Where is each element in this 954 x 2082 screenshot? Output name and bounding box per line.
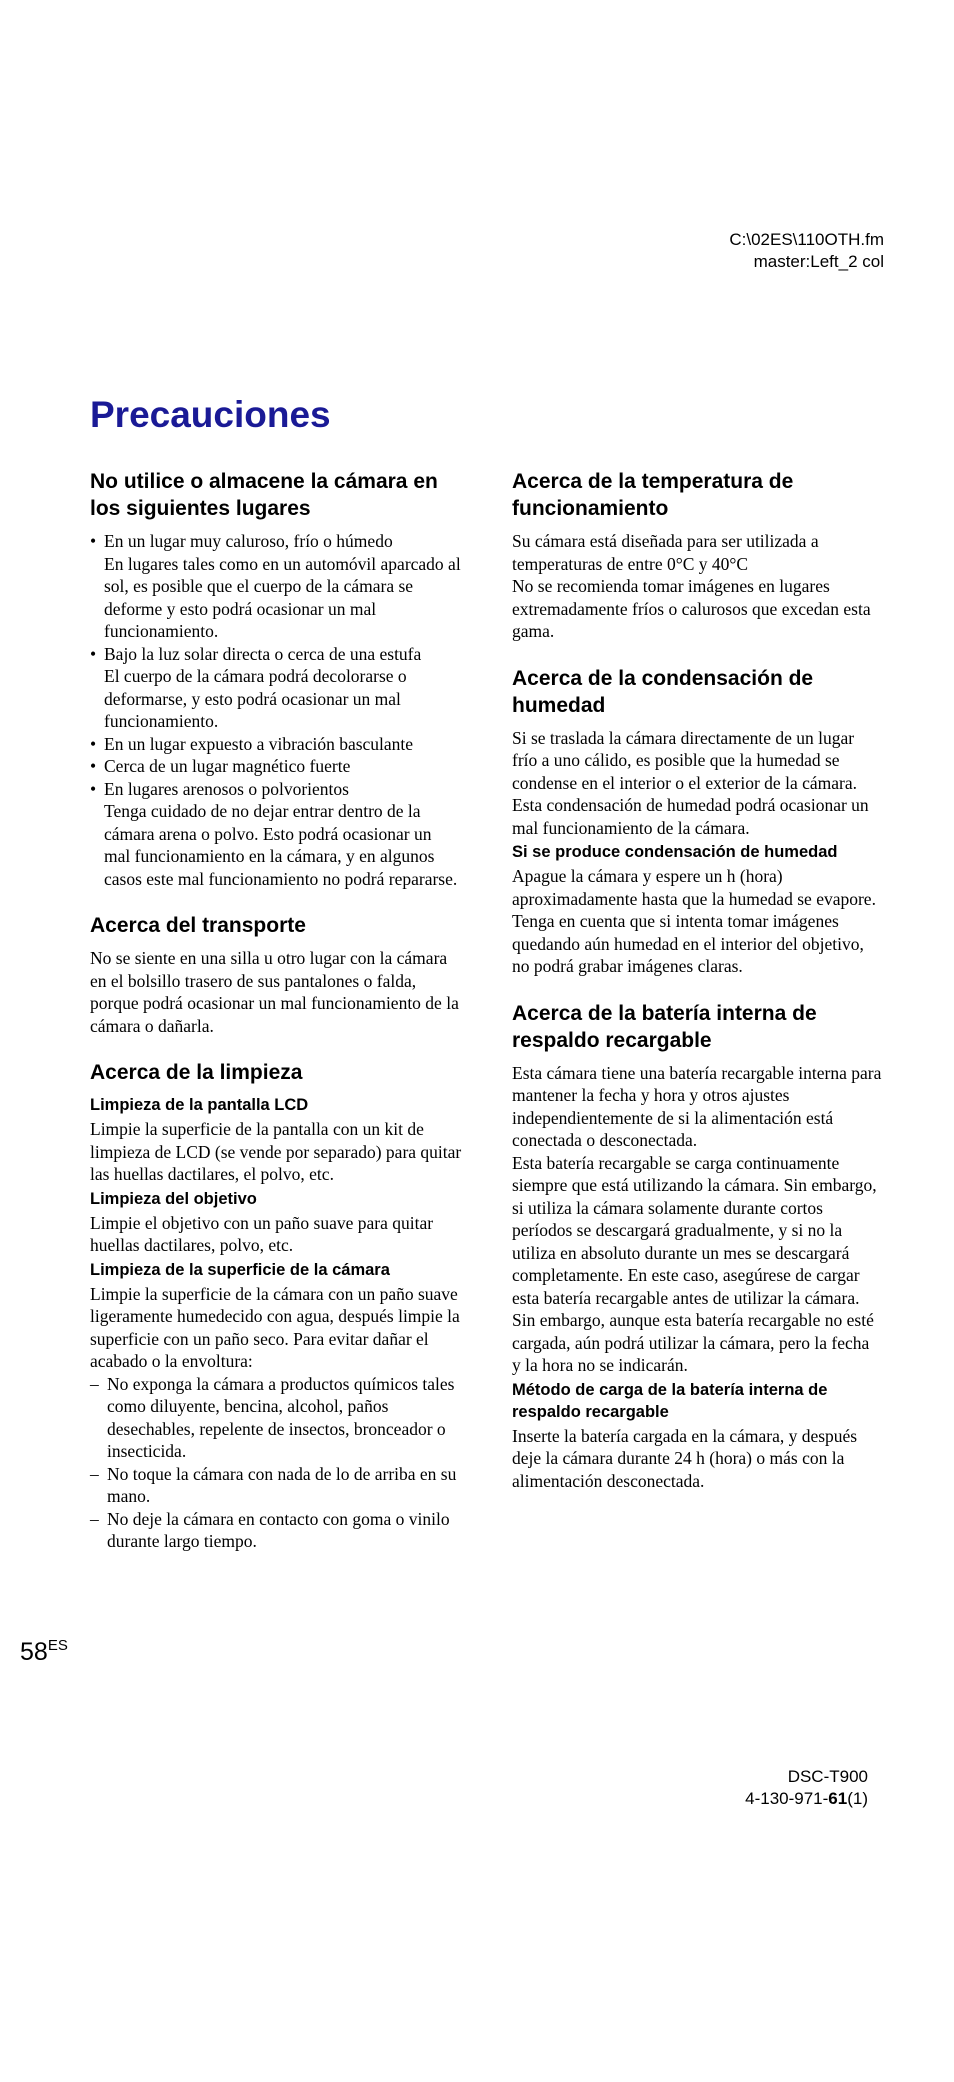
temperature-heading: Acerca de la temperatura de funcionamiento	[512, 470, 794, 520]
right-column	[512, 468, 882, 1492]
page-language-suffix: ES	[47, 1637, 68, 1654]
model-info	[745, 1766, 868, 1810]
list-item	[90, 733, 462, 756]
condensation-subheading: Si se produce condensación de humedad	[512, 843, 838, 861]
cleaning-heading: Acerca de la limpieza	[90, 1061, 303, 1084]
backup-battery-text-2: Esta batería recargable se carga continuamente siempre que está utilizando la cámara. Sin embargo, si utiliza la cámara solamente durante cortos períodos se descargará gradualmente, y si no la utiliza en absoluto durante un mes se descargará completamente. En este caso, asegúrese de cargar esta batería recargable antes de utilizar la cámara.	[512, 1152, 877, 1308]
list-item-detail: En lugares tales como en un automóvil aparcado al sol, es posible que el cuerpo de la cámara se deforme y esto podrá ocasionar un mal funcionamiento.	[104, 553, 461, 641]
list-item-main: En un lugar expuesto a vibración basculante	[104, 733, 414, 754]
page-title: Precauciones	[90, 394, 331, 435]
lens-cleaning-text: Limpie el objetivo con un paño suave para quitar huellas dactilares, polvo, etc.	[90, 1212, 434, 1255]
condensation-text-1: Si se traslada la cámara directamente de un lugar frío a uno cálido, es posible que la humedad se condense en el interior o el exterior de la cámara. Esta condensación de humedad podrá ocasionar un mal funcionamiento de la cámara.	[512, 727, 869, 838]
backup-battery-charging-heading: Método de carga de la batería interna de respaldo recargable	[512, 1380, 828, 1421]
left-column	[90, 468, 462, 1553]
file-path-header	[729, 229, 884, 273]
temperature-text-1: Su cámara está diseñada para ser utilizada a temperaturas de entre 0°C y 40°C	[512, 531, 819, 574]
list-item: – No toque la cámara con nada de lo de arriba en su mano.	[90, 1463, 462, 1508]
list-item: – No deje la cámara en contacto con goma o vinilo durante largo tiempo.	[90, 1508, 462, 1553]
transport-text: No se siente en una silla u otro lugar con la cámara en el bolsillo trasero de sus pantalones o falda, porque podrá ocasionar un mal funcionamiento de la cámara o dañarla.	[90, 948, 459, 1036]
lcd-cleaning-heading: Limpieza de la pantalla LCD	[90, 1096, 309, 1114]
list-item-main: Cerca de un lugar magnético fuerte	[104, 756, 351, 776]
page-number-value: 58	[20, 1638, 48, 1666]
list-item-main: En lugares arenosos o polvorientos	[104, 778, 349, 799]
backup-battery-text-3: Sin embargo, aunque esta batería recargable no esté cargada, aún podrá utilizar la cámara, pero la fecha y la hora no se indicarán.	[512, 1310, 874, 1375]
list-item-main: Bajo la luz solar directa o cerca de una estufa	[104, 643, 422, 664]
surface-cleaning-heading: Limpieza de la superficie de la cámara	[90, 1260, 390, 1279]
list-item	[90, 778, 462, 891]
part-number	[745, 1788, 868, 1810]
lens-cleaning-heading: Limpieza del objetivo	[90, 1189, 257, 1208]
list-item-detail: Tenga cuidado de no dejar entrar dentro de la cámara arena o polvo. Esto podrá ocasionar un mal funcionamiento en la cámara, y en algunos casos este mal funcionamiento no podrá repararse.	[104, 801, 458, 889]
storage-list	[90, 530, 462, 890]
file-path: C:\02ES\110OTH.fm	[729, 230, 884, 249]
cleaning-warnings-list	[90, 1373, 462, 1553]
storage-heading: No utilice o almacene la cámara en los siguientes lugares	[90, 470, 438, 520]
backup-battery-text-4: Inserte la batería cargada en la cámara, y después deje la cámara durante 24 h (hora) o más con la alimentación desconectada.	[512, 1425, 858, 1491]
list-item: – No exponga la cámara a productos químicos tales como diluyente, bencina, alcohol, paños desechables, repelente de insectos, bronceador o insecticida.	[90, 1373, 462, 1463]
transport-heading: Acerca del transporte	[90, 914, 306, 937]
surface-cleaning-text: Limpie la superficie de la cámara con un paño suave ligeramente humedecido con agua, después limpie la superficie con un paño seco. Para evitar dañar el acabado o la envoltura:	[90, 1283, 460, 1371]
list-item	[90, 755, 462, 778]
condensation-heading: Acerca de la condensación de humedad	[512, 666, 814, 717]
part-number-prefix: 4-130-971-	[745, 1789, 829, 1808]
list-item-main: En un lugar muy caluroso, frío o húmedo	[104, 531, 393, 551]
part-number-bold: 61	[828, 1789, 848, 1808]
master-page-label: master:Left_2 col	[753, 252, 884, 271]
model-name: DSC-T900	[787, 1767, 868, 1786]
backup-battery-text-1: Esta cámara tiene una batería recargable interna para mantener la fecha y hora y otros ajustes independientemente de si la alimentación está conectada o desconectada.	[512, 1062, 882, 1150]
list-item	[90, 643, 462, 733]
part-number-suffix: (1)	[847, 1789, 868, 1808]
list-item	[90, 530, 462, 643]
lcd-cleaning-text: Limpie la superficie de la pantalla con un kit de limpieza de LCD (se vende por separado) para quitar las huellas dactilares, el polvo, etc.	[90, 1119, 462, 1184]
condensation-text-2: Apague la cámara y espere un h (hora) aproximadamente hasta que la humedad se evapore. Tenga en cuenta que si intenta tomar imágenes quedando aún humedad en el interior del objetivo, no podrá grabar imágenes claras.	[512, 866, 876, 976]
backup-battery-heading: Acerca de la batería interna de respaldo recargable	[512, 1001, 817, 1052]
page-number	[20, 1637, 68, 1667]
temperature-text-2: No se recomienda tomar imágenes en lugares extremadamente fríos o calurosos que excedan esta gama.	[512, 576, 871, 641]
list-item-detail: El cuerpo de la cámara podrá decolorarse o deformarse, y esto podrá ocasionar un mal funcionamiento.	[104, 666, 407, 731]
